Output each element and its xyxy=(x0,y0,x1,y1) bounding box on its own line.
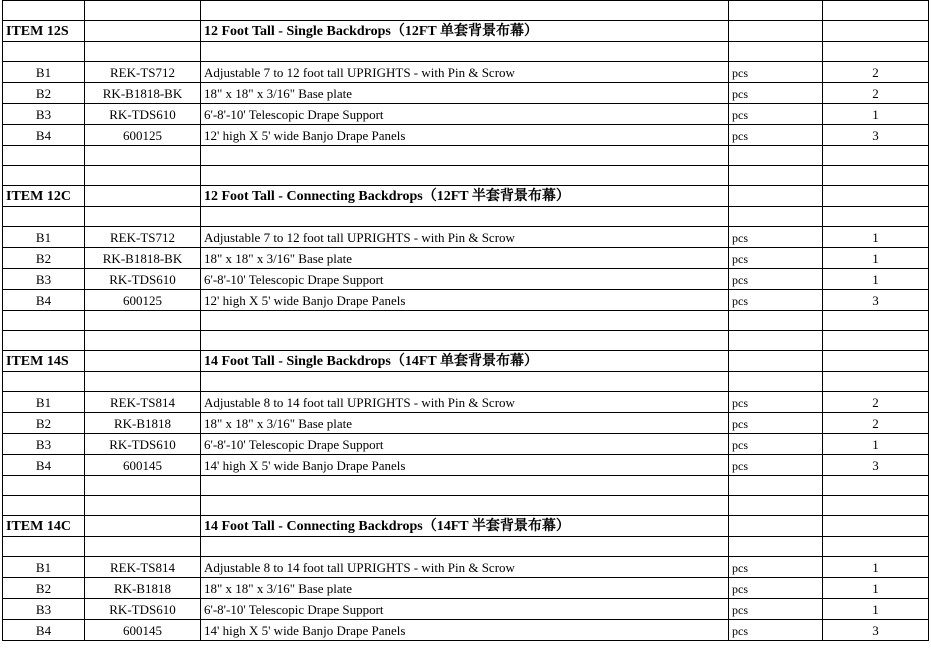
empty-cell[interactable] xyxy=(729,311,823,331)
row-number-cell[interactable]: B1 xyxy=(3,392,85,413)
empty-cell[interactable] xyxy=(729,146,823,166)
row-number-cell[interactable]: B3 xyxy=(3,269,85,290)
empty-cell[interactable] xyxy=(85,496,201,516)
empty-cell[interactable] xyxy=(201,207,729,227)
quantity-cell[interactable]: 2 xyxy=(823,413,929,434)
unit-cell[interactable]: pcs xyxy=(729,248,823,269)
item-title-cell[interactable]: 14 Foot Tall - Connecting Backdrops（14FT 半套背景布幕） xyxy=(201,516,729,537)
item-title-cell[interactable]: 14 Foot Tall - Single Backdrops（14FT 单套背景布幕） xyxy=(201,351,729,372)
empty-cell[interactable] xyxy=(3,331,85,351)
empty-cell[interactable] xyxy=(729,537,823,557)
empty-cell[interactable] xyxy=(85,372,201,392)
empty-cell[interactable] xyxy=(85,516,201,537)
quantity-cell[interactable]: 2 xyxy=(823,62,929,83)
unit-cell[interactable]: pcs xyxy=(729,392,823,413)
quantity-cell[interactable]: 1 xyxy=(823,227,929,248)
row-number-cell[interactable]: B3 xyxy=(3,434,85,455)
unit-cell[interactable]: pcs xyxy=(729,434,823,455)
description-cell[interactable]: 18" x 18" x 3/16" Base plate xyxy=(201,83,729,104)
blank-row xyxy=(3,42,929,62)
table-row xyxy=(3,413,929,434)
part-number-cell[interactable]: RK-TDS610 xyxy=(85,599,201,620)
part-number-cell[interactable]: REK-TS712 xyxy=(85,227,201,248)
description-cell[interactable]: 14' high X 5' wide Banjo Drape Panels xyxy=(201,620,729,641)
description-cell[interactable]: 18" x 18" x 3/16" Base plate xyxy=(201,413,729,434)
unit-cell[interactable]: pcs xyxy=(729,290,823,311)
empty-cell[interactable] xyxy=(729,166,823,186)
table-row xyxy=(3,62,929,83)
section-header-row xyxy=(3,21,929,42)
section-header-row xyxy=(3,351,929,372)
row-number-cell[interactable]: B2 xyxy=(3,413,85,434)
empty-cell[interactable] xyxy=(729,351,823,372)
sheet-body xyxy=(3,1,929,641)
table-row xyxy=(3,392,929,413)
section-header-row xyxy=(3,516,929,537)
row-number-cell[interactable]: B1 xyxy=(3,227,85,248)
unit-cell[interactable]: pcs xyxy=(729,557,823,578)
quantity-cell[interactable]: 2 xyxy=(823,392,929,413)
empty-cell[interactable] xyxy=(823,516,929,537)
item-title-cell[interactable]: 12 Foot Tall - Single Backdrops（12FT 单套背景布幕） xyxy=(201,21,729,42)
empty-cell[interactable] xyxy=(85,186,201,207)
empty-cell[interactable] xyxy=(3,166,85,186)
row-number-cell[interactable]: B2 xyxy=(3,83,85,104)
empty-cell[interactable] xyxy=(823,372,929,392)
quantity-cell[interactable]: 1 xyxy=(823,434,929,455)
blank-row xyxy=(3,331,929,351)
row-number-cell[interactable]: B3 xyxy=(3,599,85,620)
part-number-cell[interactable]: 600145 xyxy=(85,455,201,476)
part-number-cell[interactable]: RK-B1818-BK xyxy=(85,83,201,104)
empty-cell[interactable] xyxy=(201,166,729,186)
description-cell[interactable]: 14' high X 5' wide Banjo Drape Panels xyxy=(201,455,729,476)
empty-cell[interactable] xyxy=(85,166,201,186)
row-number-cell[interactable]: B4 xyxy=(3,125,85,146)
blank-row xyxy=(3,372,929,392)
description-cell[interactable]: Adjustable 7 to 12 foot tall UPRIGHTS - with Pin & Scrow xyxy=(201,227,729,248)
blank-row xyxy=(3,207,929,227)
quantity-cell[interactable]: 3 xyxy=(823,125,929,146)
empty-cell[interactable] xyxy=(729,372,823,392)
empty-cell[interactable] xyxy=(201,311,729,331)
description-cell[interactable]: 6'-8'-10' Telescopic Drape Support xyxy=(201,434,729,455)
empty-cell[interactable] xyxy=(729,476,823,496)
empty-cell[interactable] xyxy=(823,311,929,331)
part-number-cell[interactable]: RK-B1818 xyxy=(85,578,201,599)
empty-cell[interactable] xyxy=(823,21,929,42)
unit-cell[interactable]: pcs xyxy=(729,578,823,599)
empty-cell[interactable] xyxy=(85,21,201,42)
row-number-cell[interactable]: B1 xyxy=(3,557,85,578)
empty-cell[interactable] xyxy=(85,311,201,331)
spreadsheet-grid xyxy=(2,0,929,641)
blank-row xyxy=(3,496,929,516)
empty-cell[interactable] xyxy=(823,331,929,351)
item-code-cell[interactable]: ITEM 12C xyxy=(3,186,85,207)
blank-row xyxy=(3,476,929,496)
table-row xyxy=(3,227,929,248)
empty-cell[interactable] xyxy=(823,186,929,207)
empty-cell[interactable] xyxy=(823,1,929,21)
item-code-cell[interactable]: ITEM 14S xyxy=(3,351,85,372)
row-number-cell[interactable]: B2 xyxy=(3,248,85,269)
empty-cell[interactable] xyxy=(823,496,929,516)
blank-row xyxy=(3,146,929,166)
quantity-cell[interactable]: 3 xyxy=(823,290,929,311)
empty-cell[interactable] xyxy=(3,42,85,62)
unit-cell[interactable]: pcs xyxy=(729,125,823,146)
empty-cell[interactable] xyxy=(201,42,729,62)
blank-row xyxy=(3,537,929,557)
empty-cell[interactable] xyxy=(729,42,823,62)
table-row xyxy=(3,248,929,269)
empty-cell[interactable] xyxy=(729,1,823,21)
empty-cell[interactable] xyxy=(85,537,201,557)
empty-cell[interactable] xyxy=(201,372,729,392)
quantity-cell[interactable]: 3 xyxy=(823,620,929,641)
empty-cell[interactable] xyxy=(201,331,729,351)
description-cell[interactable]: Adjustable 7 to 12 foot tall UPRIGHTS - with Pin & Scrow xyxy=(201,62,729,83)
empty-cell[interactable] xyxy=(823,166,929,186)
part-number-cell[interactable]: REK-TS814 xyxy=(85,557,201,578)
row-number-cell[interactable]: B1 xyxy=(3,62,85,83)
row-number-cell[interactable]: B4 xyxy=(3,290,85,311)
quantity-cell[interactable]: 1 xyxy=(823,104,929,125)
empty-cell[interactable] xyxy=(3,146,85,166)
table-row xyxy=(3,599,929,620)
empty-cell[interactable] xyxy=(729,186,823,207)
empty-cell[interactable] xyxy=(201,496,729,516)
quantity-cell[interactable]: 2 xyxy=(823,83,929,104)
empty-cell[interactable] xyxy=(823,42,929,62)
quantity-cell[interactable]: 3 xyxy=(823,455,929,476)
table-row xyxy=(3,269,929,290)
table-row xyxy=(3,290,929,311)
quantity-cell[interactable]: 1 xyxy=(823,578,929,599)
unit-cell[interactable]: pcs xyxy=(729,455,823,476)
table-row xyxy=(3,578,929,599)
item-title-cell[interactable]: 12 Foot Tall - Connecting Backdrops（12FT 半套背景布幕） xyxy=(201,186,729,207)
part-number-cell[interactable]: RK-TDS610 xyxy=(85,104,201,125)
quantity-cell[interactable]: 1 xyxy=(823,269,929,290)
blank-row xyxy=(3,311,929,331)
unit-cell[interactable]: pcs xyxy=(729,599,823,620)
table-row xyxy=(3,83,929,104)
empty-cell[interactable] xyxy=(729,516,823,537)
empty-cell[interactable] xyxy=(729,207,823,227)
row-number-cell[interactable]: B4 xyxy=(3,620,85,641)
empty-cell[interactable] xyxy=(823,476,929,496)
top-blank-row xyxy=(3,1,929,21)
part-number-cell[interactable]: RK-TDS610 xyxy=(85,434,201,455)
item-code-cell[interactable]: ITEM 14C xyxy=(3,516,85,537)
empty-cell[interactable] xyxy=(3,1,85,21)
blank-row xyxy=(3,166,929,186)
section-header-row xyxy=(3,186,929,207)
table-row xyxy=(3,455,929,476)
empty-cell[interactable] xyxy=(3,372,85,392)
unit-cell[interactable]: pcs xyxy=(729,620,823,641)
description-cell[interactable]: Adjustable 8 to 14 foot tall UPRIGHTS - with Pin & Scrow xyxy=(201,392,729,413)
empty-cell[interactable] xyxy=(729,21,823,42)
part-number-cell[interactable]: RK-TDS610 xyxy=(85,269,201,290)
quantity-cell[interactable]: 1 xyxy=(823,248,929,269)
empty-cell[interactable] xyxy=(729,331,823,351)
description-cell[interactable]: 18" x 18" x 3/16" Base plate xyxy=(201,248,729,269)
table-row xyxy=(3,434,929,455)
row-number-cell[interactable]: B4 xyxy=(3,455,85,476)
empty-cell[interactable] xyxy=(85,42,201,62)
empty-cell[interactable] xyxy=(85,207,201,227)
unit-cell[interactable]: pcs xyxy=(729,83,823,104)
description-cell[interactable]: 18" x 18" x 3/16" Base plate xyxy=(201,578,729,599)
empty-cell[interactable] xyxy=(823,207,929,227)
empty-cell[interactable] xyxy=(3,496,85,516)
unit-cell[interactable]: pcs xyxy=(729,104,823,125)
empty-cell[interactable] xyxy=(201,1,729,21)
empty-cell[interactable] xyxy=(201,476,729,496)
part-number-cell[interactable]: 600125 xyxy=(85,290,201,311)
unit-cell[interactable]: pcs xyxy=(729,413,823,434)
empty-cell[interactable] xyxy=(85,1,201,21)
empty-cell[interactable] xyxy=(85,331,201,351)
empty-cell[interactable] xyxy=(3,311,85,331)
table-row xyxy=(3,125,929,146)
quantity-cell[interactable]: 1 xyxy=(823,599,929,620)
unit-cell[interactable]: pcs xyxy=(729,227,823,248)
empty-cell[interactable] xyxy=(85,351,201,372)
row-number-cell[interactable]: B3 xyxy=(3,104,85,125)
description-cell[interactable]: 12' high X 5' wide Banjo Drape Panels xyxy=(201,290,729,311)
table-row xyxy=(3,620,929,641)
empty-cell[interactable] xyxy=(3,537,85,557)
unit-cell[interactable]: pcs xyxy=(729,62,823,83)
empty-cell[interactable] xyxy=(823,351,929,372)
empty-cell[interactable] xyxy=(3,207,85,227)
empty-cell[interactable] xyxy=(3,476,85,496)
part-number-cell[interactable]: 600125 xyxy=(85,125,201,146)
empty-cell[interactable] xyxy=(823,537,929,557)
empty-cell[interactable] xyxy=(201,146,729,166)
part-number-cell[interactable]: RK-B1818-BK xyxy=(85,248,201,269)
table-row xyxy=(3,104,929,125)
row-number-cell[interactable]: B2 xyxy=(3,578,85,599)
description-cell[interactable]: 6'-8'-10' Telescopic Drape Support xyxy=(201,599,729,620)
empty-cell[interactable] xyxy=(85,146,201,166)
part-number-cell[interactable]: RK-B1818 xyxy=(85,413,201,434)
empty-cell[interactable] xyxy=(729,496,823,516)
empty-cell[interactable] xyxy=(85,476,201,496)
description-cell[interactable]: Adjustable 8 to 14 foot tall UPRIGHTS - with Pin & Scrow xyxy=(201,557,729,578)
item-code-cell[interactable]: ITEM 12S xyxy=(3,21,85,42)
part-number-cell[interactable]: REK-TS712 xyxy=(85,62,201,83)
description-cell[interactable]: 6'-8'-10' Telescopic Drape Support xyxy=(201,104,729,125)
table-row xyxy=(3,557,929,578)
description-cell[interactable]: 12' high X 5' wide Banjo Drape Panels xyxy=(201,125,729,146)
description-cell[interactable]: 6'-8'-10' Telescopic Drape Support xyxy=(201,269,729,290)
part-number-cell[interactable]: REK-TS814 xyxy=(85,392,201,413)
empty-cell[interactable] xyxy=(201,537,729,557)
unit-cell[interactable]: pcs xyxy=(729,269,823,290)
empty-cell[interactable] xyxy=(823,146,929,166)
part-number-cell[interactable]: 600145 xyxy=(85,620,201,641)
quantity-cell[interactable]: 1 xyxy=(823,557,929,578)
